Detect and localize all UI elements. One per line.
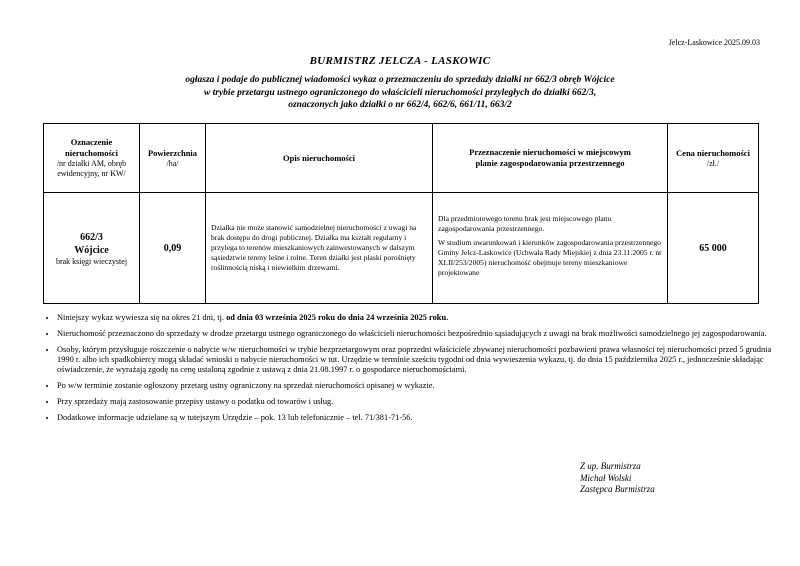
header-oznaczenie bbox=[44, 124, 140, 193]
signature-name: Michał Wolski bbox=[580, 472, 632, 483]
info-period-text: Niniejszy wykaz wywiesza się na okres 21 dni, tj. bbox=[57, 313, 227, 322]
subtitle-line-1: ogłasza i podaje do publicznej wiadomości wykaz o przeznaczeniu do sprzedaży działki nr 662/3 obręb Wójcice bbox=[185, 75, 615, 85]
list-item bbox=[57, 313, 772, 323]
header-cena-title: Cena nieruchomości bbox=[676, 147, 750, 158]
header-oznaczenie-sub: /nr działki AM, obręb ewidencyjny, nr KW/ bbox=[56, 159, 127, 178]
document-title: BURMISTRZ JELCZA - LASKOWIC bbox=[309, 55, 491, 67]
header-oznaczenie-title: Oznaczenie nieruchomości bbox=[65, 137, 118, 158]
cell-powierzchnia: 0,09 bbox=[140, 193, 206, 304]
header-cena bbox=[668, 124, 759, 193]
header-powierzchnia bbox=[140, 124, 206, 193]
subtitle-line-3: oznaczonych jako działki o nr 662/4, 662/6, 661/11, 663/2 bbox=[288, 100, 512, 110]
info-list bbox=[43, 313, 772, 429]
list-item: • Nieruchomość przeznaczono do sprzedaży w drodze przetargu ustnego ograniczonego do właścicieli nieruchomości bezpośrednio sąsiadujących z uwagi na brak możliwości samodzielnego jej zagospodarowania. bbox=[57, 329, 772, 339]
table-header-row bbox=[44, 124, 759, 193]
list-item: • Przy sprzedaży mają zastosowanie przepisy ustawy o podatku od towarów i usług. bbox=[57, 397, 772, 407]
dzialka-number: 662/3 bbox=[80, 231, 103, 243]
list-item: • Dodatkowe informacje udzielane są w tutejszym Urzędzie – pok. 13 lub telefonicznie – tel. 71/381-71-56. bbox=[57, 413, 772, 423]
cell-cena: 65 000 bbox=[668, 193, 759, 304]
header-powierzchnia-title: Powierzchnia bbox=[147, 147, 198, 158]
header-cena-sub: /zł./ bbox=[706, 158, 720, 168]
signature-role: Zastępca Burmistrza bbox=[580, 484, 655, 494]
header-przeznaczenie bbox=[433, 124, 668, 193]
list-item: • Osoby, którym przysługuje roszczenie o nabycie w/w nieruchomości w trybie bezprzetargowym oraz poprzedni właściciele zbywanej nieruchomości pozbawieni prawa własności tej nieruchomości przed 5 grudnia 1990 r. albo ich spadkobiercy mogą składać wnioski o nabycie nieruchomości w tut. Urzędzie w terminie sześciu tygodni od dnia wywieszenia wykazu, tj. do dnia 15 października 2025 r., jednocześnie składając oświadczenie, że wyrażają zgodę na cenę ustaloną zgodnie z ustawą z dnia 21.08.1997 r. o gospodarce nieruchomościami. bbox=[57, 345, 772, 375]
subtitle-line-2: w trybie przetargu ustnego ograniczonego do właścicieli nieruchomości przyległych do działki 662/3, bbox=[203, 87, 597, 98]
header-powierzchnia-sub: /ha/ bbox=[166, 158, 179, 168]
cell-przeznaczenie bbox=[433, 193, 668, 304]
obreb-name: Wójcice bbox=[74, 244, 109, 256]
signature-block bbox=[580, 461, 655, 496]
list-item: • Po w/w terminie zostanie ogłoszony przetarg ustny ograniczony na sprzedaż nieruchomości opisanej w wykazie. bbox=[57, 381, 772, 391]
document-date: Jelcz-Laskowice 2025.09.03 bbox=[668, 38, 760, 47]
signature-line-1: Z up. Burmistrza bbox=[580, 461, 641, 471]
przeznaczenie-paragraph-1: Dla przedmiotowego terenu brak jest miejscowego planu zagospodarowania przestrzennego. bbox=[438, 214, 612, 233]
cell-opis: Działka nie może stanowić samodzielnej nieruchomości z uwagi na brak dostępu do drogi publicznej. Działka ma kształt regularny i przylega to terenów mieszkaniowych zainwestowanych w dalszym sąsiedztwie tereny leśne i rolne. Teren działki jest płaski porośnięty roślinnością niską i niewielkim drzewami. bbox=[206, 193, 433, 304]
header-przeznaczenie-title: Przeznaczenie nieruchomości w miejscowym planie zagospodarowania przestrzennego bbox=[469, 147, 631, 168]
info-period-dates: od dnia 03 września 2025 roku do dnia 24 września 2025 roku. bbox=[226, 313, 449, 322]
kw-info: brak księgi wieczystej bbox=[55, 256, 128, 266]
document-subtitle bbox=[0, 74, 800, 112]
table-row bbox=[44, 193, 759, 304]
przeznaczenie-paragraph-2: W studium uwarunkowań i kierunków zagospodarowania przestrzennego Gminy Jelcz-Laskowice (Uchwała Rady Miejskiej z dnia 23.11.2005 r. nr XLII/253/2005) nieruchomość obejmuje tereny mieszkaniowe projektowane bbox=[438, 238, 662, 277]
cell-oznaczenie bbox=[44, 193, 140, 304]
property-table bbox=[43, 123, 759, 304]
header-opis bbox=[206, 124, 433, 193]
header-opis-title: Opis nieruchomości bbox=[282, 152, 356, 163]
